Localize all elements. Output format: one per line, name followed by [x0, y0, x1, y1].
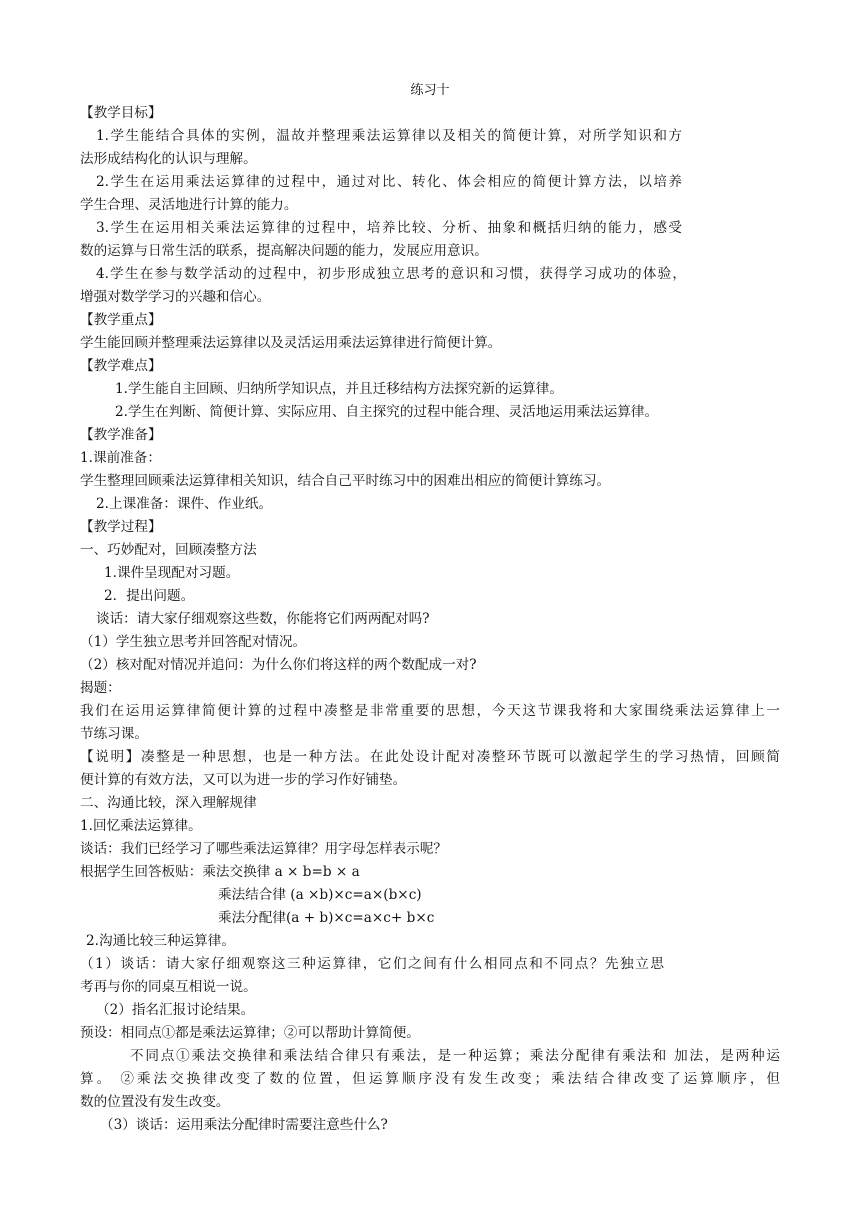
paragraph-line: （1）学生独立思考并回答配对情况。: [80, 634, 307, 650]
note-line: 【说明】凑整是一种思想，也是一种方法。在此处设计配对凑整环节既可以激起学生的学习热情，回顾简: [80, 749, 780, 765]
section-heading: 【教学准备】: [80, 427, 162, 443]
section-heading: 【教学目标】: [80, 105, 162, 121]
paragraph-line: 1.学生能结合具体的实例，温故并整理乘法运算律以及相关的简便计算，对所学知识和方: [96, 128, 682, 144]
paragraph-line: 3.学生在运用相关乘法运算律的过程中，培养比较、分析、抽象和概括归纳的能力，感受: [96, 220, 682, 236]
paragraph-line: （3）谈话：运用乘法分配律时需要注意些什么?: [100, 1117, 388, 1133]
paragraph-line: 揭题：: [80, 680, 121, 696]
paragraph-line: 预设：相同点①都是乘法运算律；②可以帮助计算简便。: [80, 1025, 420, 1041]
paragraph-line: 学生整理回顾乘法运算律相关知识，结合自己平时练习中的困难出相应的简便计算练习。: [80, 473, 611, 489]
paragraph-line: 增强对数学学习的兴趣和信心。: [80, 289, 271, 305]
paragraph-line: 谈话：请大家仔细观察这些数，你能将它们两两配对吗?: [96, 611, 430, 627]
paragraph-line: 4.学生在参与数学活动的过程中，初步形成独立思考的意识和习惯，获得学习成功的体验，: [96, 266, 686, 282]
formula-line: 乘法分配律(a + b)×c=a×c+ b×c: [218, 910, 435, 926]
subsection-heading: 一、巧妙配对，回顾凑整方法: [80, 542, 257, 558]
paragraph-line: 不同点①乘法交换律和乘法结合律只有乘法，是一种运算；乘法分配律有乘法和 加法，是两种运: [130, 1048, 780, 1064]
paragraph-line: （2）核对配对情况并追问：为什么你们将这样的两个数配成一对?: [80, 657, 477, 673]
section-heading: 【教学重点】: [80, 312, 162, 328]
paragraph-line: 2.学生在运用乘法运算律的过程中，通过对比、转化、体会相应的简便计算方法，以培养: [96, 174, 682, 190]
subsection-heading: 二、沟通比较，深入理解规律: [80, 795, 257, 811]
paragraph-line: 1.回忆乘法运算律。: [80, 818, 202, 834]
paragraph-line: （2）指名汇报讨论结果。: [96, 1002, 255, 1018]
paragraph-line: 数的运算与日常生活的联系，提高解决问题的能力，发展应用意识。: [80, 243, 488, 259]
paragraph-line: 2.沟通比较三种运算律。: [86, 933, 235, 949]
paragraph-line: 2.上课准备：课件、作业纸。: [96, 496, 273, 512]
formula-line: 根据学生回答板贴：乘法交换律 a × b=b × a: [80, 864, 360, 880]
note-line: 便计算的有效方法，又可以为进一步的学习作好铺垫。: [80, 772, 407, 788]
paragraph-line: 法形成结构化的认识与理解。: [80, 151, 257, 167]
paragraph-line: 节练习课。: [80, 726, 148, 742]
paragraph-line: 考再与你的同桌互相说一说。: [80, 979, 257, 995]
formula-line: 乘法结合律 (a ×b)×c=a×(b×c): [218, 887, 422, 903]
paragraph-line: 1.课件呈现配对习题。: [104, 565, 240, 581]
paragraph-line: 2.学生在判断、简便计算、实际应用、自主探究的过程中能合理、灵活地运用乘法运算律。: [115, 404, 659, 420]
paragraph-line: 数的位置没有发生改变。: [80, 1094, 230, 1110]
paragraph-line: 谈话：我们已经学习了哪些乘法运算律？用字母怎样表示呢？: [80, 841, 448, 857]
section-heading: 【教学过程】: [80, 519, 162, 535]
paragraph-line: 学生合理、灵活地进行计算的能力。: [80, 197, 298, 213]
document-title: 练习十: [410, 83, 450, 98]
paragraph-line: （1）谈话：请大家仔细观察这三种运算律，它们之间有什么相同点和不同点？先独立思: [80, 956, 664, 972]
section-heading: 【教学难点】: [80, 358, 162, 374]
paragraph-line: 算。 ②乘法交换律改变了数的位置，但运算顺序没有发生改变；乘法结合律改变了运算顺序，但: [80, 1071, 780, 1087]
paragraph-line: 我们在运用运算律简便计算的过程中凑整是非常重要的思想，今天这节课我将和大家围绕乘法运算律上一: [80, 703, 780, 719]
paragraph-line: 学生能回顾并整理乘法运算律以及灵活运用乘法运算律进行简便计算。: [80, 335, 502, 351]
paragraph-line: 1.课前准备：: [80, 450, 161, 466]
paragraph-line: 2．提出问题。: [104, 588, 195, 604]
paragraph-line: 1.学生能自主回顾、归纳所学知识点，并且迁移结构方法探究新的运算律。: [115, 381, 563, 397]
